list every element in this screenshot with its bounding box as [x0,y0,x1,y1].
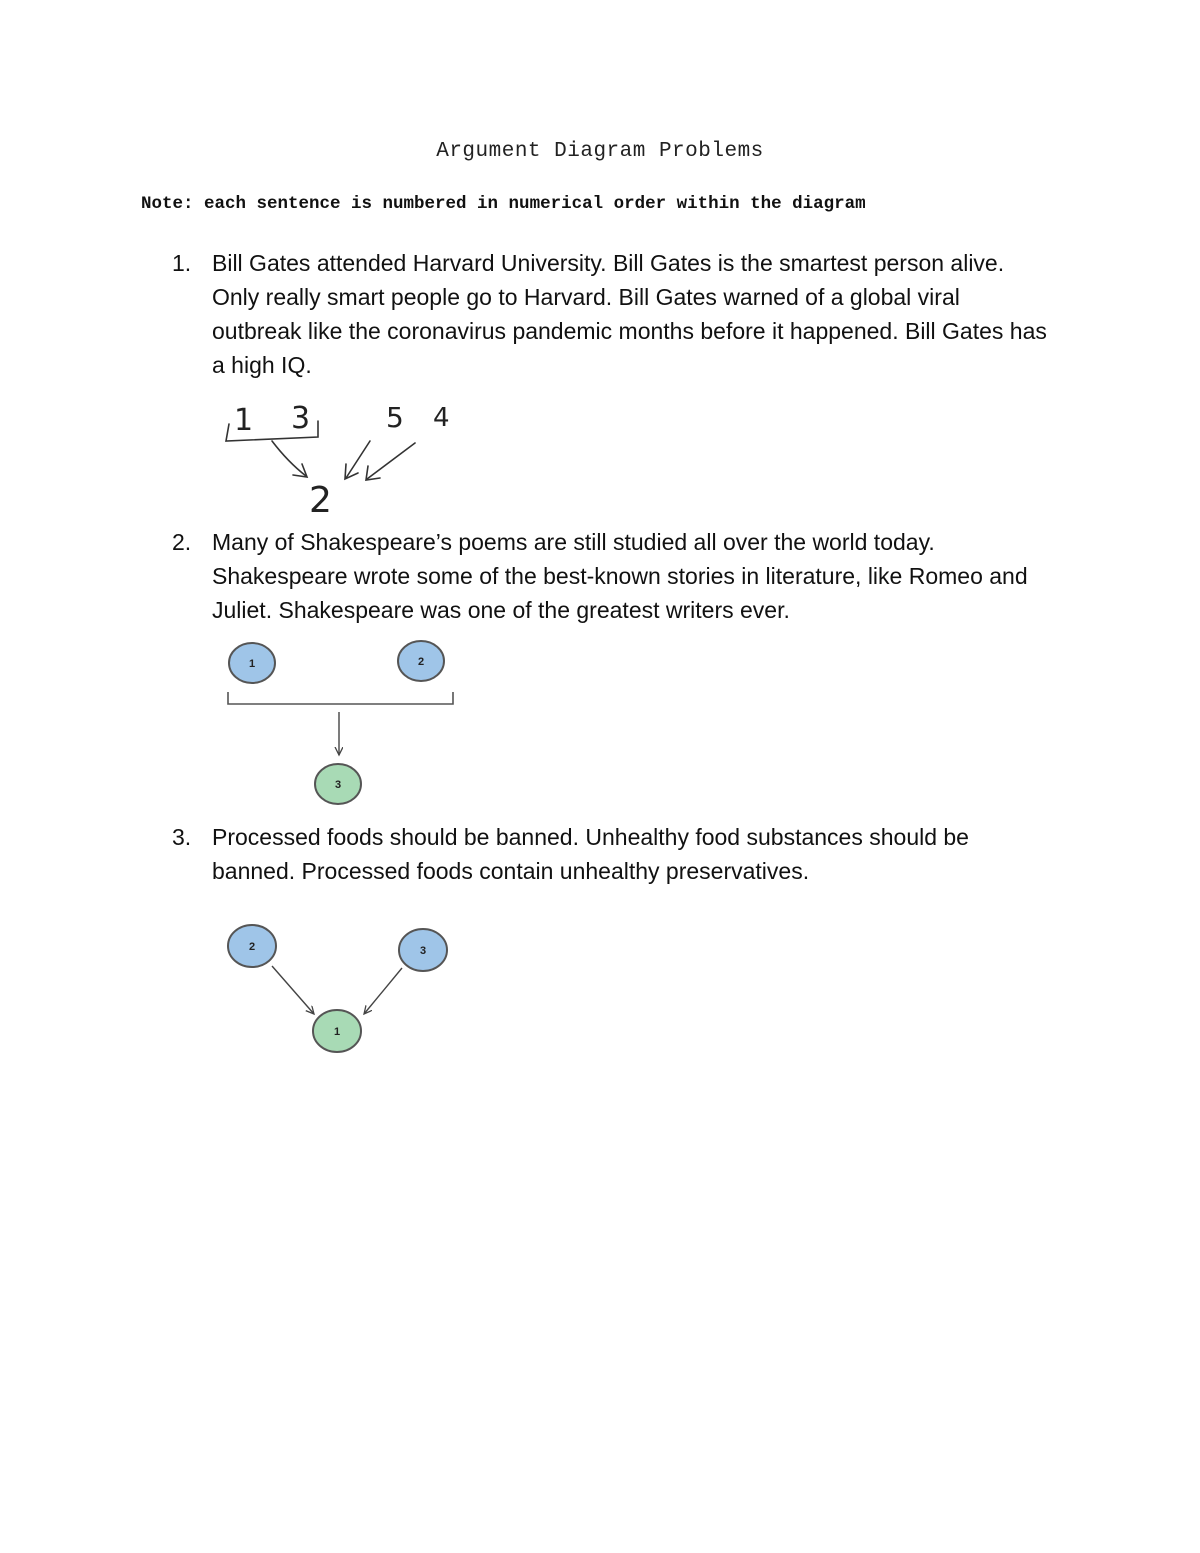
problem-1-number: 1. [172,250,192,276]
svg-text:2: 2 [417,656,425,668]
svg-text:1: 1 [248,658,256,670]
svg-text:3: 3 [419,945,427,957]
diagram-1-node-4: 4 [433,403,450,433]
diagram-1-node-3: 3 [291,401,311,436]
diagram-3-node-1 [313,1010,361,1052]
diagram-1-node-5: 5 [386,401,404,434]
problem-3-number: 3. [172,824,192,850]
diagram-3-node-2 [228,925,276,967]
diagram-3-arrow-2-to-1 [272,966,314,1014]
page-title: Argument Diagram Problems [436,140,764,163]
instruction-note: Note: each sentence is numbered in numerical order within the diagram [141,194,866,214]
problem-2-text: Many of Shakespeare’s poems are still studied all over the world today. Shakespeare wrote some of the best-known stories in literature, like Romeo and Juliet. Shakespeare was one of the greatest writers ever. [212,529,1028,623]
svg-text:1: 1 [333,1026,341,1038]
svg-text:3: 3 [334,779,342,791]
diagram-3-arrow-3-to-1 [364,968,402,1014]
problem-2-number: 2. [172,529,192,555]
diagram-3-node-3 [399,929,447,971]
problem-3-text: Processed foods should be banned. Unhealthy food substances should be banned. Processed foods contain unhealthy preservatives. [212,824,969,884]
problem-1-text: Bill Gates attended Harvard University. Bill Gates is the smartest person alive. Only really smart people go to Harvard. Bill Gates warned of a global viral outbreak like the coronavirus pandemic months before it happened. Bill Gates has a high IQ. [212,250,1047,378]
svg-text:2: 2 [248,941,256,953]
diagram-1-node-1: 1 [234,403,254,438]
diagram-1-node-2: 2 [309,480,332,521]
